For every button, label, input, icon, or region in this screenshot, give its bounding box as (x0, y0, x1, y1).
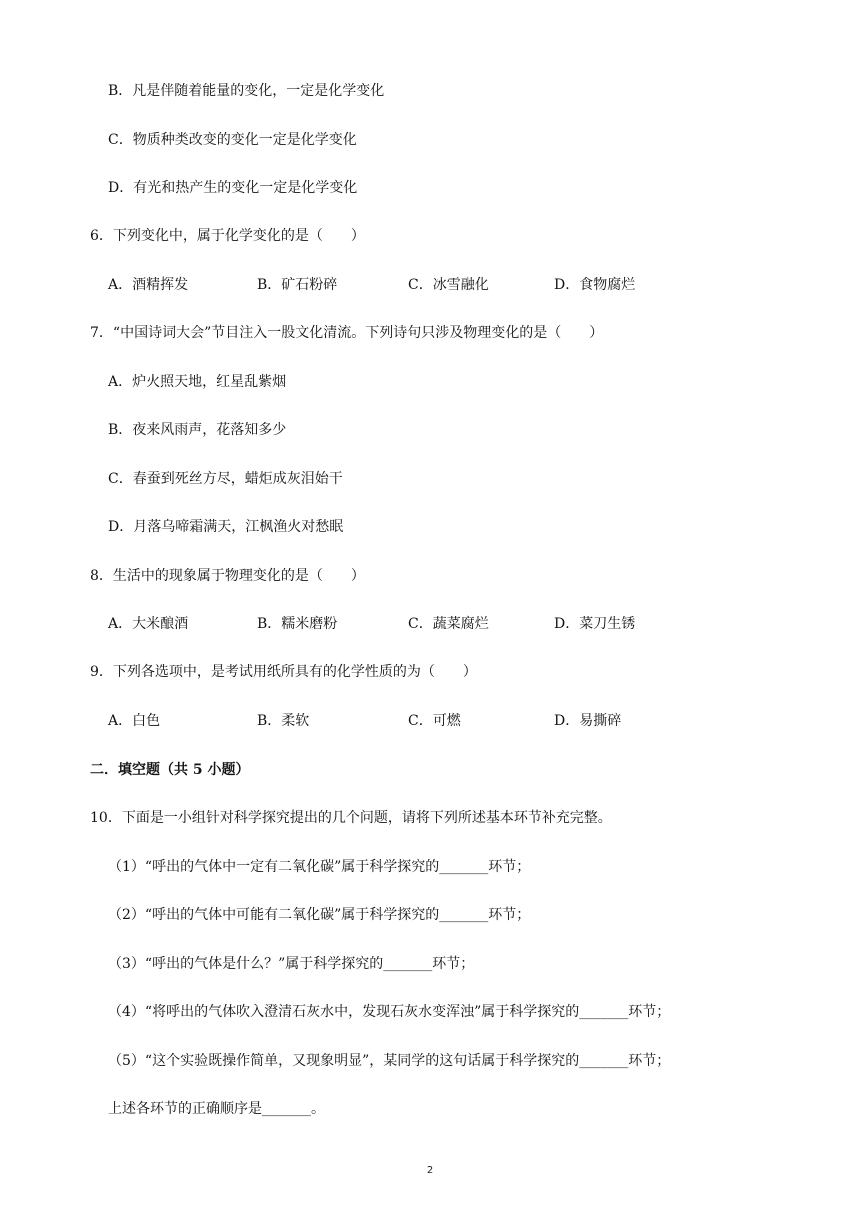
q7-option-a: A．炉火照天地，红星乱紫烟 (108, 374, 287, 390)
q7-stem: 7．“中国诗词大会”节目注入一股文化清流。下列诗句只涉及物理变化的是（ ） (90, 325, 604, 341)
q6-stem: 6．下列变化中，属于化学变化的是（ ） (90, 228, 365, 244)
q8-option-d: D．菜刀生锈 (554, 616, 636, 632)
q10-stem: 10．下面是一小组针对科学探究提出的几个问题，请将下列所述基本环节补充完整。 (90, 810, 612, 826)
q7-option-d: D．月落乌啼霜满天，江枫渔火对愁眠 (108, 519, 344, 535)
q9-stem: 9．下列各选项中，是考试用纸所具有的化学性质的为（ ） (90, 664, 477, 680)
q7-option-c: C．春蚕到死丝方尽，蜡炬成灰泪始干 (108, 471, 343, 487)
q6-option-d: D．食物腐烂 (554, 277, 636, 293)
q8-stem: 8．生活中的现象属于物理变化的是（ ） (90, 568, 365, 584)
q9-option-a: A．白色 (108, 713, 161, 729)
q10-part-4: （4）“将呼出的气体吹入澄清石灰水中，发现石灰水变浑浊”属于科学探究的_______环节； (108, 1004, 671, 1020)
q5-option-b: B．凡是伴随着能量的变化，一定是化学变化 (108, 83, 385, 99)
q6-option-b: B．矿石粉碎 (257, 277, 338, 293)
q8-option-a: A．大米酿酒 (108, 616, 189, 632)
q9-option-d: D．易撕碎 (554, 713, 622, 729)
q10-part-3: （3）“呼出的气体是什么？”属于科学探究的_______环节； (108, 956, 475, 972)
section-title: 二．填空题（共 5 小题） (90, 762, 250, 778)
q5-option-c: C．物质种类改变的变化一定是化学变化 (108, 132, 357, 148)
q9-option-b: B．柔软 (257, 713, 310, 729)
q10-part-5: （5）“这个实验既操作简单，又现象明显”，某同学的这句话属于科学探究的_______环节； (108, 1053, 671, 1069)
page-number: 2 (426, 1165, 434, 1176)
q8-option-c: C．蔬菜腐烂 (408, 616, 489, 632)
q10-order: 上述各环节的正确顺序是_______。 (108, 1101, 325, 1117)
q6-option-a: A．酒精挥发 (108, 277, 189, 293)
q8-option-b: B．糯米磨粉 (257, 616, 338, 632)
q10-part-1: （1）“呼出的气体中一定有二氧化碳”属于科学探究的_______环节； (108, 859, 531, 875)
q9-option-c: C．可燃 (408, 713, 461, 729)
q6-option-c: C．冰雪融化 (408, 277, 489, 293)
q10-part-2: （2）“呼出的气体中可能有二氧化碳”属于科学探究的_______环节； (108, 907, 531, 923)
q7-option-b: B．夜来风雨声，花落知多少 (108, 422, 287, 438)
q5-option-d: D．有光和热产生的变化一定是化学变化 (108, 180, 358, 196)
